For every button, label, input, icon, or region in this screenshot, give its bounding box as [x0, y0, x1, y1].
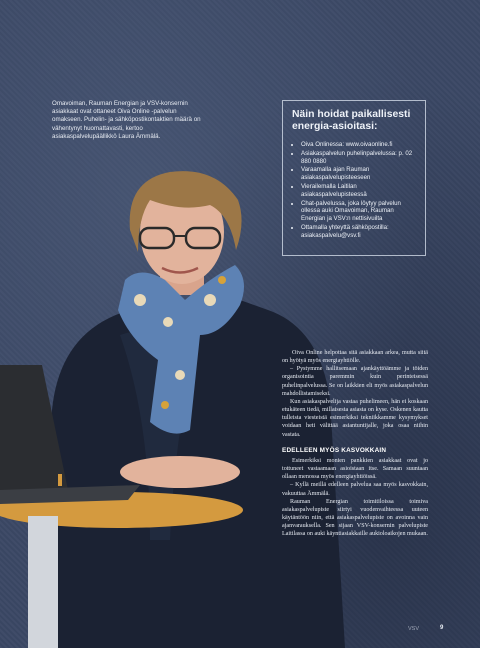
info-item: • Vierailemalla Laitilan asiakaspalvelupisteessä: [301, 183, 416, 199]
photo-caption: Omavoiman, Rauman Energian ja VSV-konsernin asiakkaat ovat ottaneet Oiva Online -palvelun omakseen. Puhelin- ja sähköpostikontaktien määrä on vähentynyt huomattavasti, kertoo asiakaspalvelupäällikkö Laura Ämmälä.: [52, 100, 201, 140]
page-number: 9: [440, 625, 444, 631]
article-paragraph: Oiva Online helpottaa sitä asiakkaan arkea, mutta siitä on hyötyä myös energiayhtiölle.: [282, 350, 428, 365]
article-paragraph: Kun asiakaspalvelija vastaa puhelimeen, hän ei koskaan etukäteen tiedä, millaisesta asiasta on kyse. Oskenen kautta tulleista viesteistä esimerkiksi tekniikkamme kysymykset voidaan heti välittää asiantuntijalle, joka osaa niihin vastata.: [282, 398, 428, 438]
info-item: • Varaamalla ajan Rauman asiakaspalvelupisteeseen: [301, 166, 416, 182]
article-paragraph: Esimerkiksi monien pankkien asiakkaat ovat jo tottuneet vastaamaan asioistaan itse. Samaan suuntaan ollaan menossa myös energiayhtiöissä.: [282, 457, 428, 481]
info-box-title: Näin hoidat paikallisesti energia-asioitasi:: [292, 109, 411, 132]
article-paragraph: – Kyllä meillä edelleen palvelua saa myös kasvokkain, vakuuttaa Ämmälä.: [282, 482, 428, 497]
article-body: [282, 349, 428, 538]
article-paragraph: Rauman Energian toimitiloissa toimiva asiakaspalvelupiste siirtyi vuodenvaihteessa uuteen käytäntöön niin, että asiakaspalvelupiste on avoinna vain ajanvarauksella. Sen sijaan VSV-konsernin palvelupiste Laitilassa on auki käyntiasiakkaille aukioloaikojen mukaan.: [282, 498, 428, 538]
info-item: • Chat-palvelussa, joka löytyy palvelun ollessa auki Omavoiman, Rauman Energian ja VSV:n nettisivuilta: [301, 200, 416, 223]
info-item: • Asiakaspalvelun puhelinpalvelussa: p. 02 880 0880: [301, 150, 416, 166]
article-subheading: EDELLEEN MYÖS KASVOKKAIN: [282, 446, 387, 454]
info-item: • Ottamalla yhteyttä sähköpostilla: asiakaspalvelu@vsv.fi: [301, 224, 416, 240]
info-item: • Oiva Onlinessa: www.oivaonline.fi: [301, 141, 416, 149]
footer-brand: VSV: [408, 626, 420, 632]
hands: [120, 456, 240, 488]
article-paragraph: – Pystymme hallitsemaan ajankäyttöämme ja töiden organisointia paremmin kuin perinteisessä puhelinpalvelussa. Se on laikkien eli myös asiakaspalvelun mahdollistamiseksi.: [282, 366, 428, 397]
